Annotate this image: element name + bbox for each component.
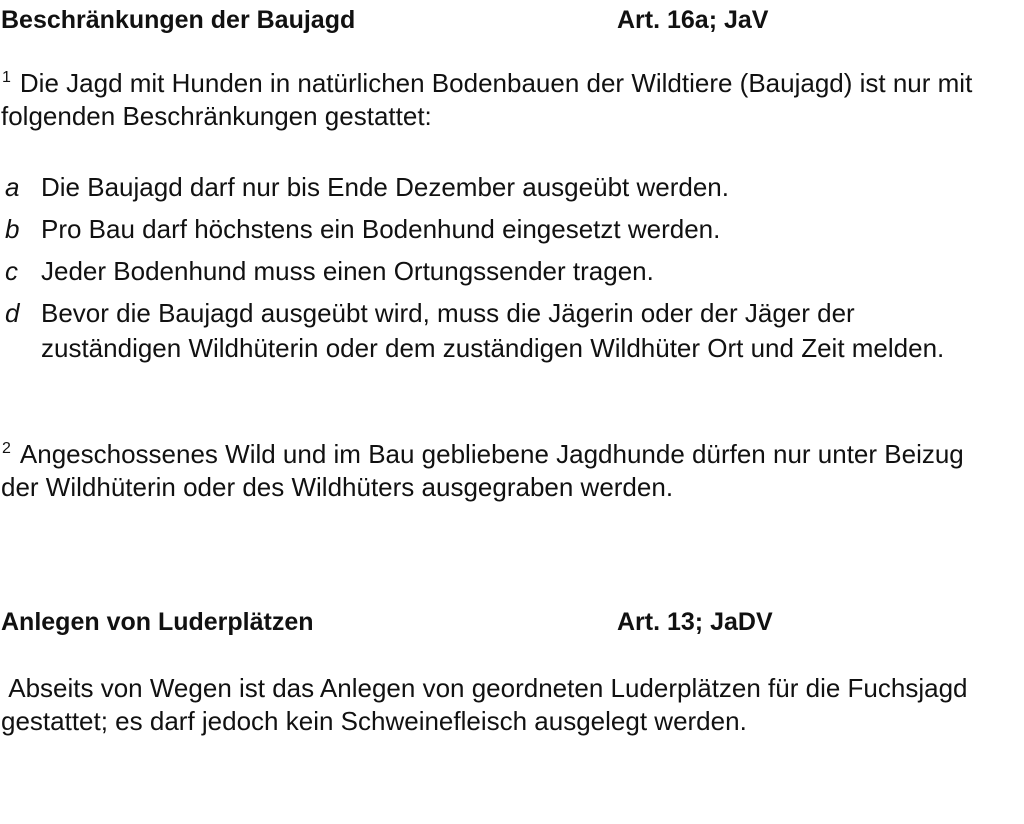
list-item-text: Die Baujagd darf nur bis Ende Dezember ausgeübt werden. [41,172,729,202]
paragraph-number: 2 [2,440,11,457]
section-title: Anlegen von Luderplätzen [1,608,314,636]
list-marker: a [5,172,20,202]
list-marker: d [5,298,20,328]
paragraph-luderplaetze [0,672,1024,738]
paragraph-1 [0,67,1010,133]
list [0,170,1000,366]
list-item-text: Jeder Bodenhund muss einen Ortungssender tragen. [41,256,654,286]
list-item-text: Pro Bau darf höchstens ein Bodenhund eingesetzt werden. [41,214,721,244]
list-item-b [0,212,1000,247]
paragraph-text: Angeschossenes Wild und im Bau gebliebene Jagdhunde dürfen nur unter Beizug der Wildhüterin oder des Wildhüters ausgegraben werden. [1,439,964,502]
paragraph-body: Abseits von Wegen ist das Anlegen von geordneten Luderplätzen für die Fuchsjagd gestattet; es darf jedoch kein Schweinefleisch ausgelegt werden. [1,673,975,736]
list-item-a [0,170,1000,205]
list-item-c [0,254,1000,289]
heading-row [0,605,1024,639]
section-reference: Art. 16a; JaV [617,6,769,34]
paragraph-1-body [0,67,1010,133]
section-baujagd-heading [0,3,1024,37]
paragraph-number: 1 [2,69,11,86]
paragraph-2-body [0,438,990,504]
list-marker: c [5,256,18,286]
paragraph-2 [0,438,990,504]
section-luderplaetze-heading [0,605,1024,639]
list-marker: b [5,214,20,244]
list-item-d [0,296,1000,366]
list-item-text: Bevor die Baujagd ausgeübt wird, muss die Jägerin oder der Jäger der zuständigen Wildhüterin oder dem zuständigen Wildhüter Ort und Zeit melden. [41,298,945,363]
heading-row [0,3,1024,37]
section-title: Beschränkungen der Baujagd [1,6,356,34]
section-reference: Art. 13; JaDV [617,608,773,636]
paragraph-text: Die Jagd mit Hunden in natürlichen Bodenbauen der Wildtiere (Baujagd) ist nur mit folgenden Beschränkungen gestattet: [1,68,973,131]
restrictions-list [0,170,1000,373]
